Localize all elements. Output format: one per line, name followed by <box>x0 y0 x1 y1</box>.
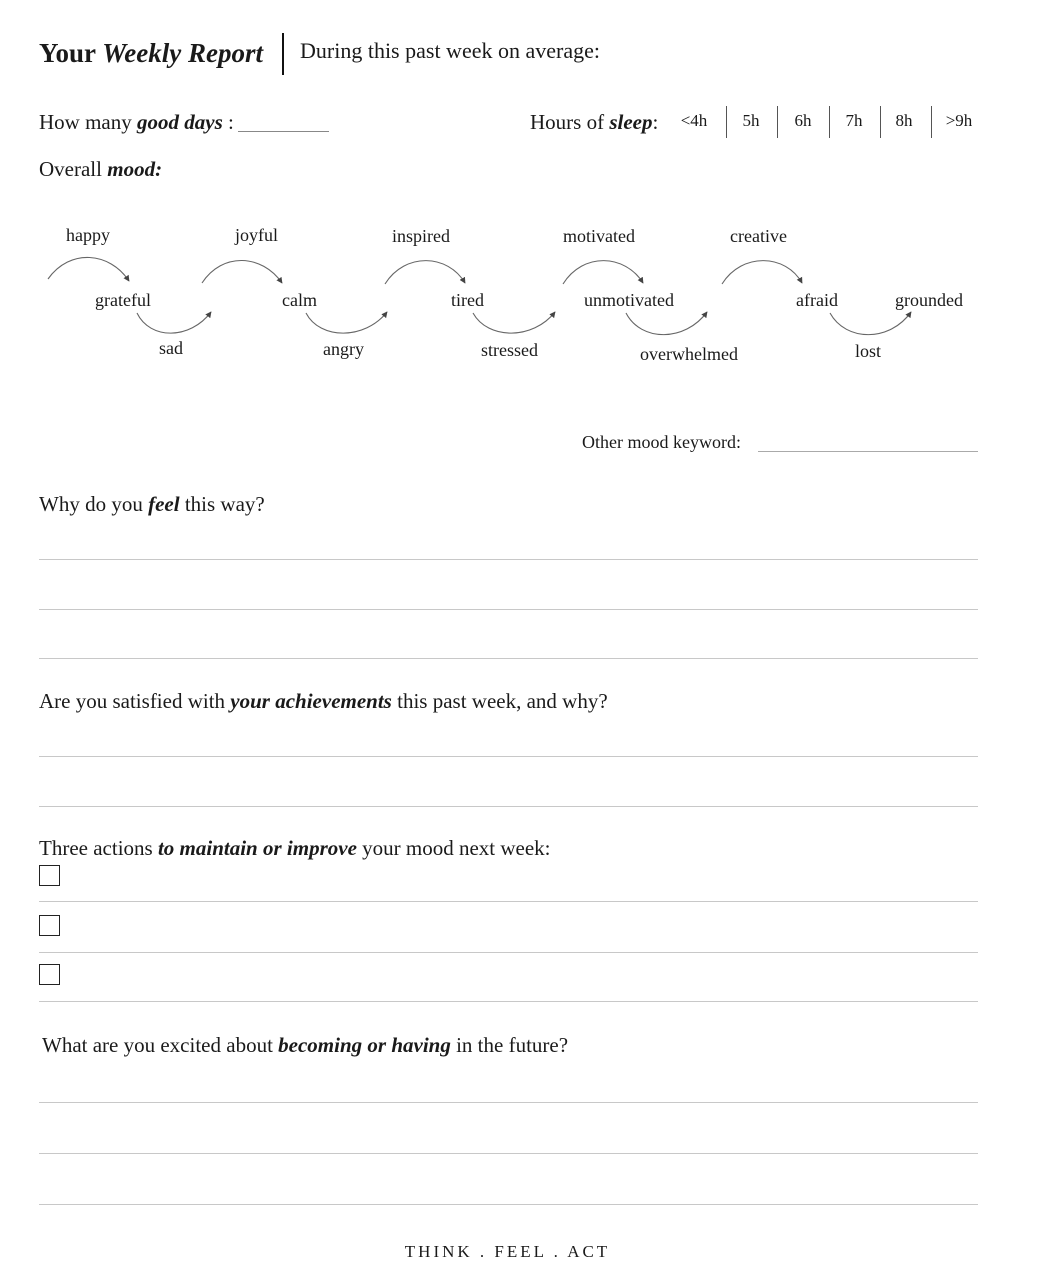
footer-tagline: THINK . FEEL . ACT <box>404 1242 611 1261</box>
other-mood-input[interactable] <box>758 451 978 452</box>
subtitle: During this past week on average: <box>300 38 600 63</box>
future-answer-line[interactable] <box>39 1204 978 1205</box>
mood-pre: Overall <box>39 157 108 181</box>
mood-creative[interactable]: creative <box>730 226 787 246</box>
mood-lost[interactable]: lost <box>855 341 882 361</box>
future-answer-line[interactable] <box>39 1102 978 1103</box>
arrow-motivated-unmotivated <box>563 261 643 284</box>
achievements-post: this past week, and why? <box>391 689 608 713</box>
mood-stressed[interactable]: stressed <box>481 340 538 360</box>
actions-post: your mood next week: <box>356 836 551 860</box>
feel-answer-line[interactable] <box>39 559 978 560</box>
actions-em: to maintain or improve <box>157 836 357 860</box>
action-checkbox-2[interactable] <box>39 915 60 936</box>
sleep-post: : <box>652 110 659 134</box>
mood-grateful[interactable]: grateful <box>95 290 151 310</box>
arrow-afraid-lost <box>830 312 911 335</box>
feel-post: this way? <box>179 492 265 516</box>
arrow-joyful-calm <box>202 260 282 283</box>
future-pre: What are you excited about <box>42 1033 279 1057</box>
mood-afraid[interactable]: afraid <box>796 290 838 310</box>
mood-inspired[interactable]: inspired <box>392 226 450 246</box>
actions-question <box>39 836 551 861</box>
feel-pre: Why do you <box>39 492 149 516</box>
arrow-tired-stressed <box>473 312 555 333</box>
future-question <box>42 1033 568 1058</box>
achievements-answer-line[interactable] <box>39 756 978 757</box>
arrow-creative-afraid <box>722 261 802 284</box>
feel-answer-line[interactable] <box>39 609 978 610</box>
mood-angry[interactable]: angry <box>323 339 364 359</box>
sleep-option-gt9h[interactable]: >9h <box>945 111 973 130</box>
action-answer-line[interactable] <box>39 901 978 902</box>
feel-question <box>39 492 265 517</box>
mood-em: mood: <box>107 157 163 181</box>
sleep-pre: Hours of <box>530 110 610 134</box>
future-answer-line[interactable] <box>39 1153 978 1154</box>
mood-calm[interactable]: calm <box>282 290 317 310</box>
sleep-option-6h[interactable]: 6h <box>794 111 812 130</box>
achievements-question <box>39 689 608 714</box>
mood-grounded[interactable]: grounded <box>895 290 963 310</box>
arrow-grateful-sad <box>137 312 211 333</box>
arrow-unmotivated-overwhelmed <box>626 312 707 335</box>
feel-em: feel <box>148 492 180 516</box>
sleep-em: sleep <box>609 110 653 134</box>
other-mood-label: Other mood keyword: <box>582 432 741 452</box>
mood-motivated[interactable]: motivated <box>563 226 635 246</box>
mood-overwhelmed[interactable]: overwhelmed <box>640 344 738 364</box>
feel-answer-line[interactable] <box>39 658 978 659</box>
achievements-answer-line[interactable] <box>39 806 978 807</box>
future-post: in the future? <box>450 1033 569 1057</box>
arrow-calm-angry <box>306 312 387 333</box>
future-em: becoming or having <box>278 1033 451 1057</box>
mood-tired[interactable]: tired <box>451 290 484 310</box>
arrow-inspired-tired <box>385 261 465 284</box>
good-days-em: good days <box>137 110 223 134</box>
sleep-option-7h[interactable]: 7h <box>845 111 863 130</box>
action-answer-line[interactable] <box>39 1001 978 1002</box>
action-checkbox-3[interactable] <box>39 964 60 985</box>
sleep-option-5h[interactable]: 5h <box>742 111 760 130</box>
arrow-happy-grateful <box>48 257 129 281</box>
mood-happy[interactable]: happy <box>66 225 110 245</box>
sleep-option-8h[interactable]: 8h <box>895 111 913 130</box>
achievements-pre: Are you satisfied with <box>39 689 231 713</box>
mood-joyful[interactable]: joyful <box>235 225 278 245</box>
title-prefix: Your <box>39 38 103 68</box>
action-checkbox-1[interactable] <box>39 865 60 886</box>
title-emphasis: Weekly Report <box>102 38 263 68</box>
actions-pre: Three actions <box>39 836 158 860</box>
achievements-em: your achievements <box>230 689 392 713</box>
good-days-post: : <box>222 110 234 134</box>
mood-sad[interactable]: sad <box>159 338 183 358</box>
sleep-option-lt4h[interactable]: <4h <box>680 111 708 130</box>
good-days-pre: How many <box>39 110 137 134</box>
mood-unmotivated[interactable]: unmotivated <box>584 290 674 310</box>
action-answer-line[interactable] <box>39 952 978 953</box>
